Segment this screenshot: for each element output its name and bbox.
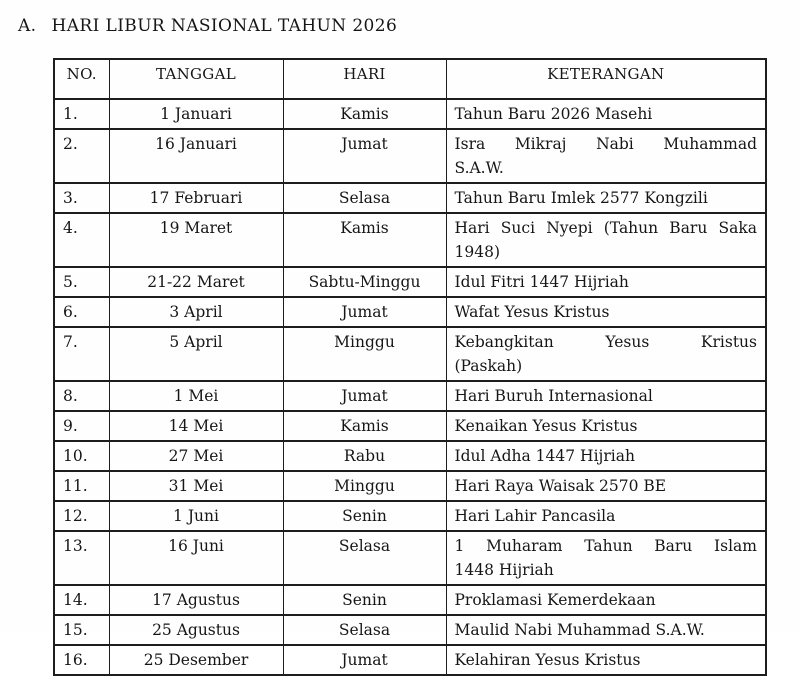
cell-no: 16. <box>54 645 109 675</box>
cell-tanggal: 19 Maret <box>109 213 283 267</box>
cell-keterangan <box>446 327 766 381</box>
cell-line: Kebangkitan Yesus Kristus <box>454 333 757 351</box>
cell-no: 15. <box>54 615 109 645</box>
cell-hari: Minggu <box>283 471 446 501</box>
cell-keterangan <box>446 531 766 585</box>
cell-tanggal: 21-22 Maret <box>109 267 283 297</box>
cell-hari: Kamis <box>283 411 446 441</box>
cell-no: 9. <box>54 411 109 441</box>
cell-line: 1 Muharam Tahun Baru Islam <box>454 537 757 555</box>
cell-keterangan: Hari Lahir Pancasila <box>446 501 766 531</box>
cell-line: Hari Suci Nyepi (Tahun Baru Saka <box>454 219 757 237</box>
cell-hari: Selasa <box>283 615 446 645</box>
cell-hari: Kamis <box>283 99 446 129</box>
cell-keterangan: Proklamasi Kemerdekaan <box>446 585 766 615</box>
cell-tanggal: 14 Mei <box>109 411 283 441</box>
holiday-table <box>53 58 767 676</box>
cell-tanggal: 1 Juni <box>109 501 283 531</box>
table-row <box>54 501 766 531</box>
table-row <box>54 441 766 471</box>
cell-hari: Jumat <box>283 297 446 327</box>
cell-tanggal: 1 Mei <box>109 381 283 411</box>
table-row <box>54 471 766 501</box>
cell-hari: Selasa <box>283 531 446 585</box>
table-row <box>54 213 766 267</box>
cell-hari: Rabu <box>283 441 446 471</box>
header-hari: HARI <box>283 59 446 99</box>
header-tanggal: TANGGAL <box>109 59 283 99</box>
cell-tanggal: 27 Mei <box>109 441 283 471</box>
cell-hari: Minggu <box>283 327 446 381</box>
table-row <box>54 381 766 411</box>
cell-no: 1. <box>54 99 109 129</box>
cell-no: 5. <box>54 267 109 297</box>
cell-line: Isra Mikraj Nabi Muhammad <box>454 135 757 153</box>
cell-tanggal: 16 Juni <box>109 531 283 585</box>
cell-line: S.A.W. <box>454 159 504 177</box>
cell-keterangan: Wafat Yesus Kristus <box>446 297 766 327</box>
header-no: NO. <box>54 59 109 99</box>
cell-no: 13. <box>54 531 109 585</box>
table-row <box>54 531 766 585</box>
table-row <box>54 615 766 645</box>
table-row <box>54 585 766 615</box>
cell-no: 3. <box>54 183 109 213</box>
cell-keterangan: Hari Raya Waisak 2570 BE <box>446 471 766 501</box>
cell-no: 8. <box>54 381 109 411</box>
table-row <box>54 411 766 441</box>
cell-no: 7. <box>54 327 109 381</box>
cell-keterangan: Tahun Baru Imlek 2577 Kongzili <box>446 183 766 213</box>
cell-no: 4. <box>54 213 109 267</box>
cell-hari: Jumat <box>283 645 446 675</box>
table-row <box>54 129 766 183</box>
cell-tanggal: 17 Agustus <box>109 585 283 615</box>
cell-hari: Senin <box>283 501 446 531</box>
cell-keterangan: Maulid Nabi Muhammad S.A.W. <box>446 615 766 645</box>
cell-hari: Jumat <box>283 129 446 183</box>
cell-keterangan <box>446 129 766 183</box>
section-title-text: HARI LIBUR NASIONAL TAHUN 2026 <box>51 16 398 36</box>
header-row <box>54 59 766 99</box>
section-title <box>18 16 397 36</box>
cell-tanggal: 3 April <box>109 297 283 327</box>
holiday-table-header <box>54 59 766 99</box>
section-letter: A. <box>18 16 37 36</box>
cell-tanggal: 16 Januari <box>109 129 283 183</box>
cell-keterangan: Hari Buruh Internasional <box>446 381 766 411</box>
table-row <box>54 99 766 129</box>
cell-tanggal: 17 Februari <box>109 183 283 213</box>
cell-keterangan <box>446 213 766 267</box>
table-row <box>54 327 766 381</box>
cell-tanggal: 25 Agustus <box>109 615 283 645</box>
cell-keterangan: Tahun Baru 2026 Masehi <box>446 99 766 129</box>
cell-line: (Paskah) <box>454 357 523 375</box>
cell-keterangan: Kenaikan Yesus Kristus <box>446 411 766 441</box>
cell-hari: Senin <box>283 585 446 615</box>
cell-line: 1448 Hijriah <box>454 561 554 579</box>
cell-hari: Selasa <box>283 183 446 213</box>
cell-no: 11. <box>54 471 109 501</box>
cell-line: 1948) <box>454 243 500 261</box>
table-row <box>54 267 766 297</box>
cell-keterangan: Idul Adha 1447 Hijriah <box>446 441 766 471</box>
cell-hari: Kamis <box>283 213 446 267</box>
table-row <box>54 645 766 675</box>
holiday-table-body <box>54 99 766 675</box>
cell-tanggal: 1 Januari <box>109 99 283 129</box>
cell-no: 2. <box>54 129 109 183</box>
header-keterangan: KETERANGAN <box>446 59 766 99</box>
cell-hari: Jumat <box>283 381 446 411</box>
cell-keterangan: Idul Fitri 1447 Hijriah <box>446 267 766 297</box>
cell-no: 14. <box>54 585 109 615</box>
cell-hari: Sabtu-Minggu <box>283 267 446 297</box>
cell-tanggal: 31 Mei <box>109 471 283 501</box>
cell-tanggal: 5 April <box>109 327 283 381</box>
table-row <box>54 297 766 327</box>
cell-keterangan: Kelahiran Yesus Kristus <box>446 645 766 675</box>
cell-no: 12. <box>54 501 109 531</box>
table-row <box>54 183 766 213</box>
cell-no: 6. <box>54 297 109 327</box>
cell-tanggal: 25 Desember <box>109 645 283 675</box>
cell-no: 10. <box>54 441 109 471</box>
